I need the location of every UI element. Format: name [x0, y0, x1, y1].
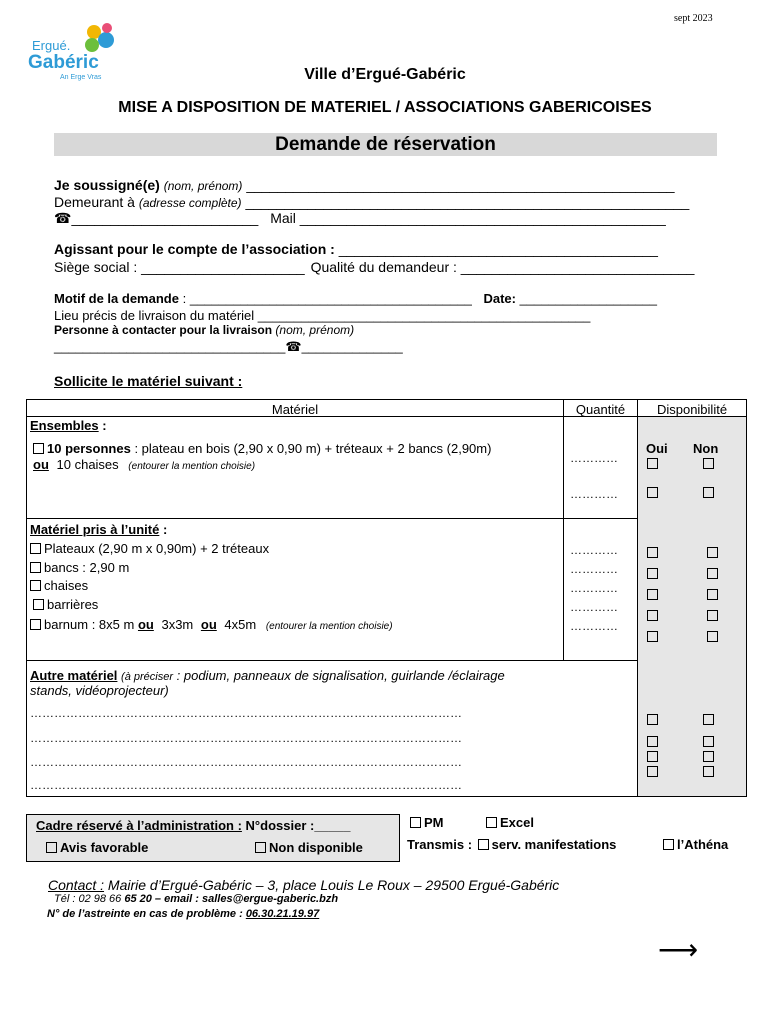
oui-checkbox[interactable] — [647, 487, 658, 498]
dispo-oui-label: Oui — [646, 441, 668, 456]
unite-item-bancs[interactable]: bancs : 2,90 m — [30, 560, 129, 575]
unite-item-plateaux[interactable]: Plateaux (2,90 m x 0,90m) + 2 tréteaux — [30, 541, 269, 556]
excel-option[interactable]: Excel — [486, 815, 534, 830]
association-row[interactable]: Agissant pour le compte de l’association : _________________________________________ — [54, 241, 658, 257]
pm-checkbox[interactable] — [410, 817, 421, 828]
avis-favorable[interactable]: Avis favorable — [46, 840, 148, 855]
unite-item-chaises[interactable]: chaises — [30, 578, 88, 593]
col-header-disponibilite: Disponibilité — [656, 402, 728, 417]
avis-checkbox[interactable] — [46, 842, 57, 853]
quantity-field[interactable]: ………… — [570, 487, 618, 501]
admin-cadre: Cadre réservé à l’administration : N°dossier :_____ — [36, 818, 351, 833]
athena-checkbox[interactable] — [663, 839, 674, 850]
oui-checkbox[interactable] — [647, 736, 658, 747]
autre-line[interactable]: ……………………………………………………………………………………………… — [30, 731, 462, 745]
oui-checkbox[interactable] — [647, 751, 658, 762]
pm-option[interactable]: PM — [410, 815, 444, 830]
document-subtitle: MISE A DISPOSITION DE MATERIEL / ASSOCIATIONS GABERICOISES — [118, 99, 652, 116]
non-checkbox[interactable] — [703, 766, 714, 777]
transmis-row[interactable]: Transmis : serv. manifestations — [407, 837, 617, 852]
siege-qualite-row[interactable]: Siège social : _____________________ Qualité du demandeur : ______________________________ — [54, 259, 695, 275]
page-title: Demande de réservation — [54, 133, 717, 156]
oui-checkbox[interactable] — [647, 610, 658, 621]
logo-line2: Gabéric — [28, 52, 99, 73]
applicant-name-row[interactable]: Je soussigné(e) (nom, prénom) _______________________________________________________ — [54, 177, 675, 193]
footer-tel: Tél : 02 98 66 65 20 – email : salles@ergue-gaberic.bzh — [54, 893, 339, 905]
item-checkbox[interactable] — [30, 580, 41, 591]
quantity-field[interactable]: ………… — [570, 600, 618, 614]
autre-line[interactable]: ……………………………………………………………………………………………… — [30, 755, 462, 769]
non-checkbox[interactable] — [703, 736, 714, 747]
non-checkbox[interactable] — [703, 751, 714, 762]
oui-checkbox[interactable] — [647, 714, 658, 725]
quantity-field[interactable]: ………… — [570, 562, 618, 576]
ensemble-10-chaises[interactable]: ou 10 chaises (entourer la mention choisie) — [33, 457, 256, 472]
sollicite-heading: Sollicite le matériel suivant : — [54, 373, 243, 389]
non-checkbox[interactable] — [703, 714, 714, 725]
autre-line[interactable]: ……………………………………………………………………………………………… — [30, 778, 462, 792]
non-checkbox[interactable] — [703, 458, 714, 469]
excel-checkbox[interactable] — [486, 817, 497, 828]
arrow-right-icon: ⟶ — [658, 934, 699, 965]
non-disponible[interactable]: Non disponible — [255, 840, 363, 855]
footer-contact: Contact : Mairie d’Ergué-Gabéric – 3, place Louis Le Roux – 29500 Ergué-Gabéric — [48, 877, 560, 893]
contact-livraison-row[interactable]: ________________________________☎______________ — [54, 339, 403, 354]
item-checkbox[interactable] — [30, 543, 41, 554]
applicant-address-row[interactable]: Demeurant à (adresse complète) _________________________________________________________ — [54, 194, 690, 210]
quantity-field[interactable]: ………… — [570, 619, 618, 633]
phone-icon: ☎ — [54, 210, 72, 226]
autre-heading: Autre matériel (à préciser : podium, panneaux de signalisation, guirlande /éclairage — [30, 668, 505, 683]
item-checkbox[interactable] — [30, 619, 41, 630]
footer-astreinte: N° de l’astreinte en cas de problème : 06.30.21.19.97 — [47, 908, 320, 920]
logo-tagline: An Erge Vras — [60, 74, 102, 81]
quantity-field[interactable]: ………… — [570, 581, 618, 595]
ensembles-heading: Ensembles : — [30, 418, 107, 433]
oui-checkbox[interactable] — [647, 458, 658, 469]
quantity-field[interactable]: ………… — [570, 543, 618, 557]
non-checkbox[interactable] — [707, 589, 718, 600]
city-name: Ville d’Ergué-Gabéric — [304, 66, 466, 83]
dispo-non-label: Non — [693, 441, 719, 456]
non-checkbox[interactable] — [707, 547, 718, 558]
applicant-phone-mail-row[interactable]: ☎________________________ Mail _______________________________________________ — [54, 210, 666, 226]
athena-option[interactable]: l’Athéna — [663, 837, 728, 852]
non-checkbox[interactable] — [707, 610, 718, 621]
oui-checkbox[interactable] — [647, 568, 658, 579]
serv-checkbox[interactable] — [478, 839, 489, 850]
unite-item-barnum[interactable]: barnum : 8x5 m ou 3x3m ou 4x5m (entourer la mention choisie) — [30, 617, 393, 632]
item-checkbox[interactable] — [33, 599, 44, 610]
non-checkbox[interactable] — [707, 568, 718, 579]
ensemble-10-personnes[interactable]: 10 personnes : plateau en bois (2,90 x 0,90 m) + tréteaux + 2 bancs (2,90m) — [33, 441, 491, 456]
logo-line1: Ergué. — [32, 38, 71, 53]
non-checkbox[interactable] — [703, 487, 714, 498]
lieu-livraison-row[interactable]: Lieu précis de livraison du matériel ______________________________________________ — [54, 308, 591, 323]
oui-checkbox[interactable] — [647, 589, 658, 600]
quantity-field[interactable]: ………… — [570, 451, 618, 465]
oui-checkbox[interactable] — [647, 766, 658, 777]
non-checkbox[interactable] — [707, 631, 718, 642]
unite-heading: Matériel pris à l’unité : — [30, 522, 168, 537]
oui-checkbox[interactable] — [647, 547, 658, 558]
unite-item-barrieres[interactable]: barrières — [33, 597, 98, 612]
non-dispo-checkbox[interactable] — [255, 842, 266, 853]
item-checkbox[interactable] — [30, 562, 41, 573]
document-date: sept 2023 — [674, 13, 713, 24]
autre-heading-cont: stands, vidéoprojecteur) — [30, 683, 169, 698]
col-header-quantite: Quantité — [575, 402, 626, 417]
ensemble-checkbox[interactable] — [33, 443, 44, 454]
oui-checkbox[interactable] — [647, 631, 658, 642]
col-header-materiel: Matériel — [271, 402, 319, 417]
motif-date-row[interactable]: Motif de la demande : _______________________________________ Date: ___________________ — [54, 291, 657, 306]
autre-line[interactable]: ……………………………………………………………………………………………… — [30, 706, 462, 720]
phone-icon: ☎ — [285, 339, 302, 354]
contact-livraison-label: Personne à contacter pour la livraison (nom, prénom) — [54, 323, 355, 337]
